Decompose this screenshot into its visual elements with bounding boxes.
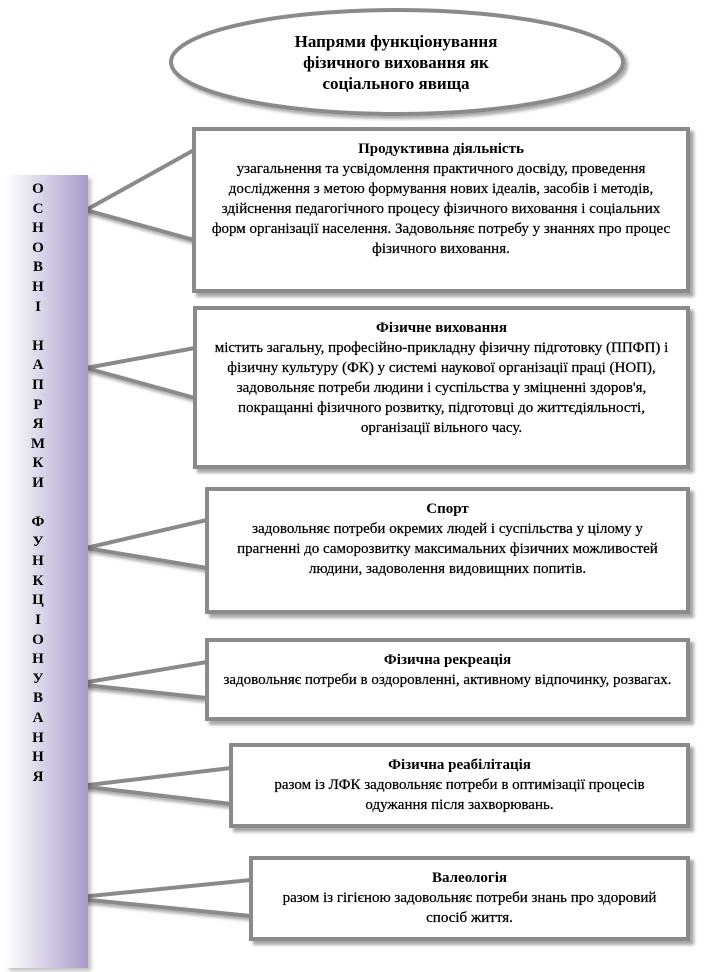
direction-description: разом із гігієною задовольняє потреби знань про здоровий спосіб життя. <box>282 890 657 926</box>
direction-box-physical-rehabilitation <box>229 743 690 828</box>
callout-pointer-4 <box>76 662 207 698</box>
diagram-title-text: Напрями функціонування фізичного виховання як соціального явища <box>294 31 498 93</box>
direction-title: Фізична рекреація <box>383 652 512 668</box>
direction-description: містить загальну, професійно-прикладну фізичну підготовку (ППФП) і фізичну культуру (ФК) у системі наукової організації праці (НОП), задовольняє потреби людини і суспільства у зміцненні здоров'я, покращанні фізичного розвитку, підготовці до життєдіяльності, організації вільного часу. <box>214 340 669 436</box>
callout-pointer-5 <box>80 768 231 804</box>
direction-title: Валеологія <box>431 870 508 886</box>
direction-title: Фізична реабілітація <box>388 757 531 773</box>
callout-pointer-1 <box>86 150 194 240</box>
direction-title: Спорт <box>426 501 469 517</box>
direction-title: Фізичне виховання <box>375 320 508 336</box>
direction-title: Продуктивна діяльність <box>358 141 524 157</box>
vertical-label: О С Н О В Н І Н А П Р Я М К И Ф У Н К Ц І О Н У В А Н Н Я <box>30 181 46 785</box>
direction-box-valeology <box>249 856 690 941</box>
direction-description: разом із ЛФК задовольняє потреби в оптимізації процесів одужання після захворювань. <box>274 777 645 813</box>
direction-description: задовольняє потреби в оздоровленні, активному відпочинку, розвагах. <box>223 672 672 688</box>
direction-box-productive-activity <box>192 127 690 293</box>
diagram-title <box>168 8 624 116</box>
callout-pointer-2 <box>86 348 195 398</box>
direction-description: задовольняє потреби окремих людей і суспільства у цілому у прагненні до саморозвитку максимальних фізичних можливостей людини, задоволення видовищних попитів. <box>237 521 658 577</box>
callout-pointer-6 <box>70 880 251 916</box>
direction-description: узагальнення та усвідомлення практичного досвіду, проведення дослідження з метою формування нових ідеалів, засобів і методів, здійснення педагогічного процесу фізичного виховання і соціальних форм організації населення. Задовольняє потребу у знаннях про процес фізичного виховання. <box>211 161 671 257</box>
direction-box-sport <box>205 487 690 614</box>
direction-box-physical-education <box>193 306 690 469</box>
callout-pointer-3 <box>86 520 207 568</box>
direction-box-physical-recreation <box>205 638 690 721</box>
